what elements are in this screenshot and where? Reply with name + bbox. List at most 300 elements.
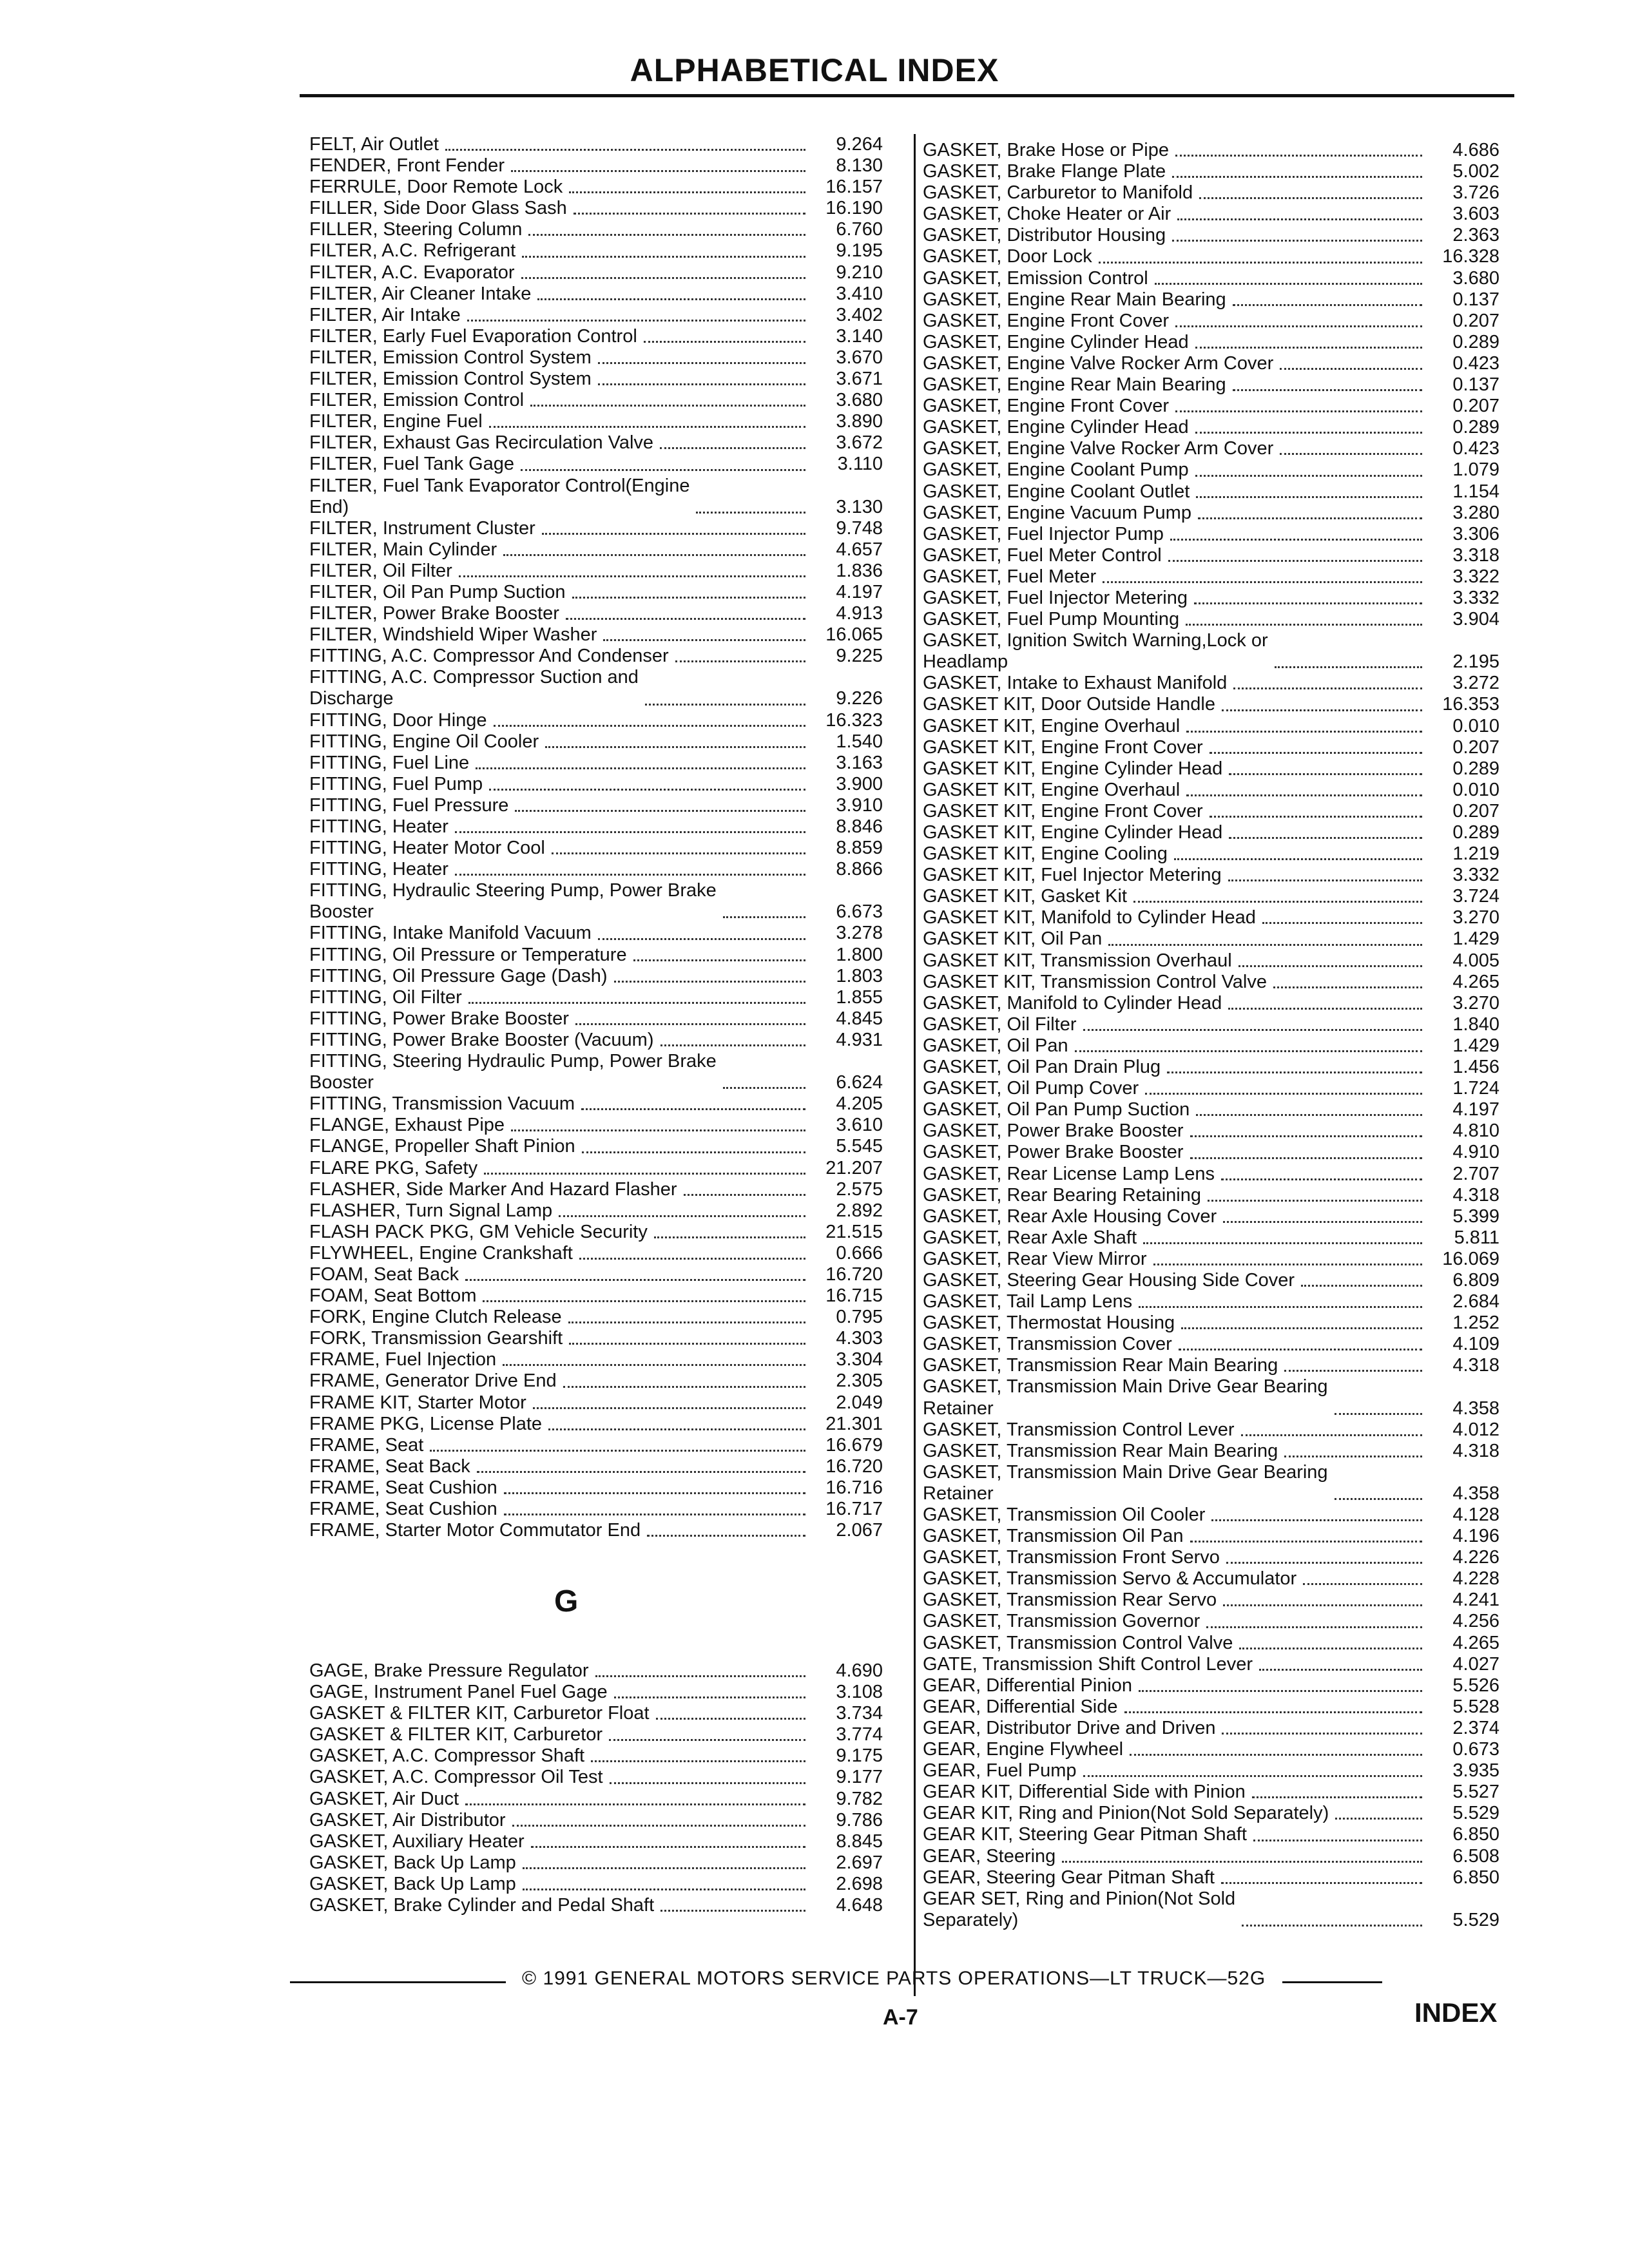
dot-leader — [1145, 1093, 1422, 1095]
dot-leader — [484, 1173, 805, 1175]
entry-name: GASKET, Thermostat Housing — [923, 1312, 1175, 1334]
index-entry — [923, 1120, 1499, 1142]
entry-name: GASKET, Brake Hose or Pipe — [923, 140, 1169, 160]
entry-page: 4.196 — [1452, 1526, 1499, 1547]
entry-name: FITTING, Power Brake Booster — [309, 1008, 569, 1029]
entry-page: 4.690 — [836, 1660, 883, 1681]
entry-page: 4.265 — [1452, 971, 1499, 992]
index-entry — [923, 1888, 1499, 1931]
index-entry — [309, 1789, 883, 1810]
entry-page: 2.305 — [836, 1370, 883, 1392]
entry-name: FITTING, Heater — [309, 859, 448, 880]
entry-name: GASKET KIT, Engine Overhaul — [923, 715, 1181, 736]
index-entry — [923, 1291, 1499, 1312]
dot-leader — [1233, 389, 1422, 391]
dot-leader — [1221, 1178, 1422, 1180]
entry-name: GASKET, Manifold to Cylinder Head — [923, 992, 1222, 1014]
index-entry — [923, 268, 1499, 289]
index-entry — [923, 843, 1499, 865]
dot-leader — [598, 383, 805, 385]
dot-leader — [467, 320, 805, 322]
entry-name: FILTER, Emission Control System — [309, 369, 592, 390]
entry-page: 4.109 — [1452, 1334, 1499, 1355]
entry-page: 2.363 — [1452, 225, 1499, 246]
entry-name: GASKET KIT, Gasket Kit — [923, 886, 1127, 907]
entry-name: FRAME, Fuel Injection — [309, 1349, 497, 1370]
dot-leader — [1124, 1711, 1423, 1713]
entry-page: 3.130 — [836, 496, 883, 517]
dot-leader — [511, 1129, 805, 1131]
entry-name: GASKET, Distributor Housing — [923, 225, 1166, 246]
entry-name: GASKET, Brake Cylinder and Pedal Shaft — [309, 1895, 655, 1916]
dot-leader — [503, 554, 805, 556]
entry-page: 4.910 — [1452, 1142, 1499, 1163]
entry-name: FRAME, Generator Drive End — [309, 1370, 557, 1392]
entry-page: 3.726 — [1452, 182, 1499, 204]
entry-name: GASKET, Transmission Rear Servo — [923, 1590, 1217, 1611]
index-entry — [309, 1520, 883, 1541]
entry-name: GASKET KIT, Fuel Injector Metering — [923, 865, 1222, 886]
entry-name: GASKET, Air Distributor — [309, 1809, 506, 1831]
entry-name: GASKET, Engine Coolant Pump — [923, 459, 1189, 481]
index-entry — [309, 326, 883, 347]
footer-rule — [290, 1981, 506, 1983]
entry-name: GASKET KIT, Door Outside Handle — [923, 694, 1216, 715]
dot-leader — [1196, 496, 1422, 498]
entry-page: 3.610 — [836, 1115, 883, 1136]
dot-leader — [1175, 410, 1422, 412]
entry-name: GEAR, Steering — [923, 1845, 1056, 1867]
dot-leader — [455, 831, 805, 833]
entry-page: 1.855 — [836, 986, 883, 1008]
entry-name: FILTER, Air Intake — [309, 304, 461, 325]
dot-leader — [1083, 1775, 1422, 1777]
entry-name: GASKET, Fuel Injector Pump — [923, 523, 1164, 544]
index-entry — [923, 1568, 1499, 1590]
index-entry — [309, 561, 883, 582]
index-entry — [923, 1611, 1499, 1632]
entry-name: GASKET, Oil Pan Pump Suction — [923, 1099, 1190, 1120]
entry-page: 1.800 — [836, 944, 883, 965]
entry-page: 4.648 — [836, 1895, 883, 1916]
entry-name: GEAR KIT, Steering Gear Pitman Shaft — [923, 1824, 1247, 1845]
entry-page: 3.900 — [836, 773, 883, 794]
index-entry — [309, 838, 883, 859]
entry-name: GEAR, Distributor Drive and Driven — [923, 1717, 1216, 1738]
index-entry — [923, 1164, 1499, 1185]
entry-name: GASKET, Engine Front Cover — [923, 396, 1169, 417]
entry-page: 16.720 — [825, 1264, 883, 1285]
entry-name: GASKET, Oil Pump Cover — [923, 1078, 1139, 1099]
entry-name: FITTING, Steering Hydraulic Pump, Power Brake Booster — [309, 1051, 717, 1093]
entry-name: GASKET, Engine Valve Rocker Arm Cover — [923, 352, 1274, 374]
entry-name: GASKET KIT, Engine Overhaul — [923, 779, 1181, 800]
entry-page: 4.027 — [1452, 1653, 1499, 1675]
entry-page: 4.256 — [1452, 1611, 1499, 1632]
index-entry — [309, 1392, 883, 1414]
index-entry — [309, 390, 883, 411]
dot-leader — [533, 1407, 805, 1409]
entry-page: 16.328 — [1442, 246, 1499, 267]
entry-page: 9.226 — [836, 688, 883, 709]
entry-page: 5.528 — [1452, 1696, 1499, 1717]
entry-name: FITTING, Fuel Pressure — [309, 794, 509, 816]
index-entry — [923, 438, 1499, 459]
entry-page: 3.904 — [1452, 609, 1499, 630]
dot-leader — [559, 1215, 805, 1217]
entry-name: FITTING, Door Hinge — [309, 709, 487, 731]
entry-page: 4.205 — [836, 1093, 883, 1115]
dot-leader — [1275, 666, 1422, 668]
dot-leader — [1195, 347, 1422, 349]
dot-leader — [1253, 1840, 1422, 1841]
entry-name: FITTING, Heater — [309, 816, 448, 837]
dot-leader — [552, 852, 805, 854]
index-entry — [923, 140, 1499, 161]
entry-name: GASKET, Transmission Oil Pan — [923, 1526, 1184, 1547]
entry-page: 9.175 — [836, 1745, 883, 1767]
entry-page: 2.892 — [836, 1200, 883, 1221]
entry-page: 4.358 — [1452, 1483, 1499, 1504]
entry-page: 3.672 — [836, 432, 883, 454]
entry-name: FELT, Air Outlet — [309, 134, 439, 155]
entry-page: 3.108 — [836, 1682, 883, 1703]
entry-page: 2.698 — [836, 1873, 883, 1894]
entry-name: GASKET, Fuel Meter — [923, 566, 1097, 587]
entry-name: GASKET & FILTER KIT, Carburetor Float — [309, 1703, 650, 1724]
entry-name: FRAME, Starter Motor Commutator End — [309, 1520, 641, 1541]
entry-name: FRAME, Seat Cushion — [309, 1477, 497, 1498]
index-entry — [309, 1745, 883, 1767]
dot-leader — [523, 1867, 805, 1869]
entry-name: GASKET, Transmission Servo & Accumulator — [923, 1568, 1297, 1590]
index-entry — [923, 1142, 1499, 1163]
dot-leader — [489, 789, 805, 791]
dot-leader — [1190, 1135, 1422, 1137]
entry-name: GAGE, Instrument Panel Fuel Gage — [309, 1682, 608, 1703]
entry-page: 3.332 — [1452, 865, 1499, 886]
entry-page: 0.289 — [1452, 822, 1499, 843]
dot-leader — [511, 170, 805, 172]
entry-page: 1.724 — [1452, 1078, 1499, 1099]
index-entry — [309, 753, 883, 774]
entry-name: FRAME PKG, License Plate — [309, 1413, 543, 1434]
index-entry — [309, 369, 883, 390]
entry-page: 3.270 — [1452, 907, 1499, 928]
dot-leader — [1179, 1349, 1422, 1350]
index-entry — [923, 1014, 1499, 1035]
index-entry — [923, 1355, 1499, 1376]
dot-leader — [1301, 1285, 1422, 1287]
entry-name: FILTER, Windshield Wiper Washer — [309, 624, 597, 646]
dot-leader — [1241, 1434, 1422, 1436]
entry-page: 3.280 — [1452, 502, 1499, 523]
entry-page: 2.195 — [1452, 651, 1499, 673]
dot-leader — [660, 447, 805, 449]
entry-name: GASKET, Engine Vacuum Pump — [923, 502, 1191, 523]
index-column-left-g — [309, 1660, 883, 1916]
index-entry — [309, 155, 883, 177]
entry-name: GASKET, Transmission Governor — [923, 1611, 1200, 1632]
entry-name: GASKET, Air Duct — [309, 1788, 459, 1809]
entry-page: 8.130 — [836, 155, 883, 177]
dot-leader — [465, 1803, 805, 1805]
section-heading-g: G — [554, 1584, 579, 1619]
dot-leader — [1175, 325, 1422, 327]
dot-leader — [614, 1696, 805, 1698]
dot-leader — [1223, 1221, 1422, 1223]
entry-name: GASKET KIT, Manifold to Cylinder Head — [923, 907, 1256, 928]
dot-leader — [574, 213, 805, 215]
dot-leader — [1239, 1648, 1422, 1649]
entry-name: GASKET, Rear Bearing Retaining — [923, 1184, 1201, 1206]
index-entry — [923, 801, 1499, 822]
dot-leader — [569, 191, 805, 193]
index-entry — [923, 545, 1499, 566]
entry-name: GASKET, Transmission Main Drive Gear Bearing Retainer — [923, 1461, 1328, 1504]
entry-name: FITTING, A.C. Compressor Suction and Discharge — [309, 667, 639, 709]
entry-page: 5.527 — [1452, 1782, 1499, 1803]
index-entry — [923, 332, 1499, 353]
entry-name: FITTING, Transmission Vacuum — [309, 1093, 575, 1115]
entry-page: 16.715 — [825, 1285, 883, 1307]
entry-name: FILTER, Early Fuel Evaporation Control — [309, 325, 637, 347]
dot-leader — [723, 1087, 805, 1089]
dot-leader — [1239, 965, 1422, 967]
dot-leader — [1284, 1370, 1422, 1372]
entry-name: GASKET, Steering Gear Housing Side Cover — [923, 1269, 1295, 1291]
dot-leader — [512, 1825, 805, 1827]
entry-page: 4.226 — [1452, 1547, 1499, 1568]
entry-name: FRAME, Seat — [309, 1434, 424, 1456]
entry-page: 0.137 — [1452, 374, 1499, 396]
index-entry — [923, 609, 1499, 630]
entry-page: 3.671 — [836, 369, 883, 390]
dot-leader — [1139, 1306, 1422, 1308]
index-entry — [923, 353, 1499, 374]
index-entry — [923, 972, 1499, 993]
entry-page: 0.423 — [1452, 438, 1499, 459]
entry-page: 3.680 — [1452, 267, 1499, 289]
index-entry — [309, 1285, 883, 1307]
entry-page: 2.575 — [836, 1178, 883, 1200]
entry-name: GASKET, Transmission Rear Main Bearing — [923, 1355, 1278, 1376]
dot-leader — [542, 533, 805, 535]
dot-leader — [1103, 581, 1422, 583]
dot-leader — [1177, 218, 1422, 220]
dot-leader — [445, 149, 805, 151]
title-rule — [300, 94, 1514, 97]
index-entry — [309, 582, 883, 603]
entry-page: 0.207 — [1452, 396, 1499, 417]
index-entry — [309, 262, 883, 284]
entry-page: 4.931 — [836, 1029, 883, 1050]
entry-name: FLANGE, Exhaust Pipe — [309, 1115, 505, 1136]
index-entry — [923, 1867, 1499, 1888]
index-entry — [923, 1249, 1499, 1270]
dot-leader — [1221, 1882, 1422, 1884]
entry-name: GASKET, Transmission Cover — [923, 1334, 1172, 1355]
index-entry — [923, 204, 1499, 225]
dot-leader — [647, 1535, 805, 1537]
dot-leader — [1222, 1733, 1422, 1735]
entry-name: GEAR, Steering Gear Pitman Shaft — [923, 1867, 1215, 1888]
index-entry — [923, 1035, 1499, 1057]
entry-page: 21.515 — [825, 1221, 883, 1242]
dot-leader — [1186, 624, 1422, 626]
index-entry — [309, 1414, 883, 1435]
entry-name: FLASH PACK PKG, GM Vehicle Security — [309, 1221, 648, 1242]
entry-page: 3.140 — [836, 325, 883, 347]
entry-page: 9.177 — [836, 1767, 883, 1788]
dot-leader — [1233, 687, 1422, 689]
dot-leader — [595, 1675, 805, 1677]
dot-leader — [494, 725, 805, 727]
index-entry — [309, 1115, 883, 1136]
dot-leader — [1153, 1264, 1422, 1265]
dot-leader — [1133, 901, 1422, 903]
entry-page: 3.910 — [836, 794, 883, 816]
entry-page: 6.809 — [1452, 1269, 1499, 1291]
entry-page: 16.353 — [1442, 694, 1499, 715]
dot-leader — [521, 469, 805, 471]
index-entry — [309, 1179, 883, 1200]
index-entry — [309, 667, 883, 709]
entry-page: 6.673 — [836, 901, 883, 923]
index-entry — [309, 347, 883, 369]
index-entry — [923, 758, 1499, 780]
page-title: ALPHABETICAL INDEX — [630, 52, 999, 88]
entry-page: 0.673 — [1452, 1739, 1499, 1760]
entry-name: FILTER, Fuel Tank Gage — [309, 454, 515, 475]
entry-name: FILLER, Side Door Glass Sash — [309, 198, 567, 219]
dot-leader — [1075, 1050, 1422, 1052]
index-entry — [923, 907, 1499, 928]
entry-name: FITTING, Power Brake Booster (Vacuum) — [309, 1029, 654, 1050]
dot-leader — [598, 362, 805, 364]
entry-page: 21.207 — [825, 1157, 883, 1178]
index-entry — [309, 1874, 883, 1895]
dot-leader — [476, 767, 805, 769]
dot-leader — [723, 916, 805, 918]
index-entry — [309, 646, 883, 667]
index-entry — [923, 1846, 1499, 1867]
section-label: INDEX — [1414, 1997, 1498, 2028]
page-number: A-7 — [883, 2005, 918, 2030]
index-entry — [309, 1810, 883, 1831]
dot-leader — [1196, 1114, 1422, 1116]
entry-name: GASKET, A.C. Compressor Oil Test — [309, 1767, 603, 1788]
entry-name: GEAR SET, Ring and Pinion(Not Sold Separately) — [923, 1888, 1236, 1930]
entry-name: FITTING, Engine Oil Cooler — [309, 731, 539, 752]
entry-page: 8.866 — [836, 859, 883, 880]
entry-page: 3.322 — [1452, 566, 1499, 587]
dot-leader — [465, 1279, 805, 1281]
index-entry — [923, 780, 1499, 801]
dot-leader — [1155, 283, 1422, 285]
entry-page: 4.012 — [1452, 1419, 1499, 1440]
entry-page: 5.545 — [836, 1136, 883, 1157]
entry-name: FORK, Transmission Gearshift — [309, 1328, 563, 1349]
entry-name: GASKET, Fuel Meter Control — [923, 544, 1162, 566]
dot-leader — [610, 1782, 805, 1784]
dot-leader — [1198, 517, 1422, 519]
index-entry — [923, 1227, 1499, 1249]
entry-name: GASKET, Door Lock — [923, 246, 1092, 267]
entry-name: GASKET, Emission Control — [923, 267, 1148, 289]
dot-leader — [1195, 432, 1422, 434]
entry-name: FITTING, Hydraulic Steering Pump, Power Brake Booster — [309, 880, 717, 923]
entry-name: GASKET KIT, Engine Front Cover — [923, 736, 1203, 758]
index-entry — [309, 134, 883, 155]
entry-page: 6.624 — [836, 1072, 883, 1093]
index-entry — [923, 1078, 1499, 1099]
index-entry — [309, 816, 883, 838]
dot-leader — [1143, 1242, 1422, 1244]
entry-page: 2.707 — [1452, 1163, 1499, 1184]
entry-name: FITTING, A.C. Compressor And Condenser — [309, 646, 669, 667]
entry-page: 21.301 — [825, 1413, 883, 1434]
entry-name: FITTING, Oil Pressure or Temperature — [309, 944, 627, 965]
entry-name: FORK, Engine Clutch Release — [309, 1307, 562, 1328]
entry-name: GASKET, Engine Cylinder Head — [923, 331, 1189, 352]
dot-leader — [582, 1151, 805, 1153]
entry-name: FERRULE, Door Remote Lock — [309, 177, 563, 198]
entry-name: GEAR, Fuel Pump — [923, 1760, 1077, 1782]
index-entry — [309, 476, 883, 518]
dot-leader — [1210, 752, 1422, 754]
entry-name: GASKET KIT, Engine Cylinder Head — [923, 758, 1223, 779]
index-entry — [309, 454, 883, 475]
entry-name: GASKET, Oil Filter — [923, 1014, 1077, 1035]
entry-name: FLASHER, Side Marker And Hazard Flasher — [309, 1178, 677, 1200]
entry-name: GASKET, Rear Axle Shaft — [923, 1227, 1137, 1248]
index-entry — [923, 1312, 1499, 1334]
entry-name: FITTING, Oil Pressure Gage (Dash) — [309, 965, 608, 986]
entry-page: 3.332 — [1452, 587, 1499, 608]
entry-name: GASKET, Auxiliary Heater — [309, 1831, 525, 1852]
dot-leader — [537, 298, 805, 300]
index-entry — [309, 198, 883, 219]
index-entry — [309, 731, 883, 753]
dot-leader — [515, 810, 805, 812]
dot-leader — [579, 1258, 805, 1260]
index-entry — [309, 987, 883, 1008]
dot-leader — [598, 938, 805, 940]
dot-leader — [656, 1718, 805, 1720]
index-entry — [309, 1370, 883, 1392]
entry-page: 4.265 — [1452, 1632, 1499, 1653]
dot-leader — [1226, 1562, 1422, 1564]
index-entry — [923, 1526, 1499, 1547]
entry-name: GASKET, Engine Valve Rocker Arm Cover — [923, 438, 1274, 459]
dot-leader — [1335, 1818, 1422, 1820]
entry-name: FILTER, Exhaust Gas Recirculation Valve — [309, 432, 654, 454]
entry-name: GASKET KIT, Oil Pan — [923, 928, 1103, 950]
entry-page: 2.697 — [836, 1852, 883, 1873]
index-entry — [923, 1057, 1499, 1078]
entry-name: GASKET, Engine Rear Main Bearing — [923, 374, 1226, 396]
dot-leader — [1262, 922, 1422, 924]
dot-leader — [521, 277, 805, 279]
dot-leader — [1242, 1925, 1422, 1927]
entry-page: 3.774 — [836, 1724, 883, 1745]
entry-page: 4.913 — [836, 603, 883, 624]
dot-leader — [528, 234, 805, 236]
dot-leader — [581, 1108, 805, 1110]
index-entry — [923, 1547, 1499, 1568]
index-entry — [923, 886, 1499, 907]
